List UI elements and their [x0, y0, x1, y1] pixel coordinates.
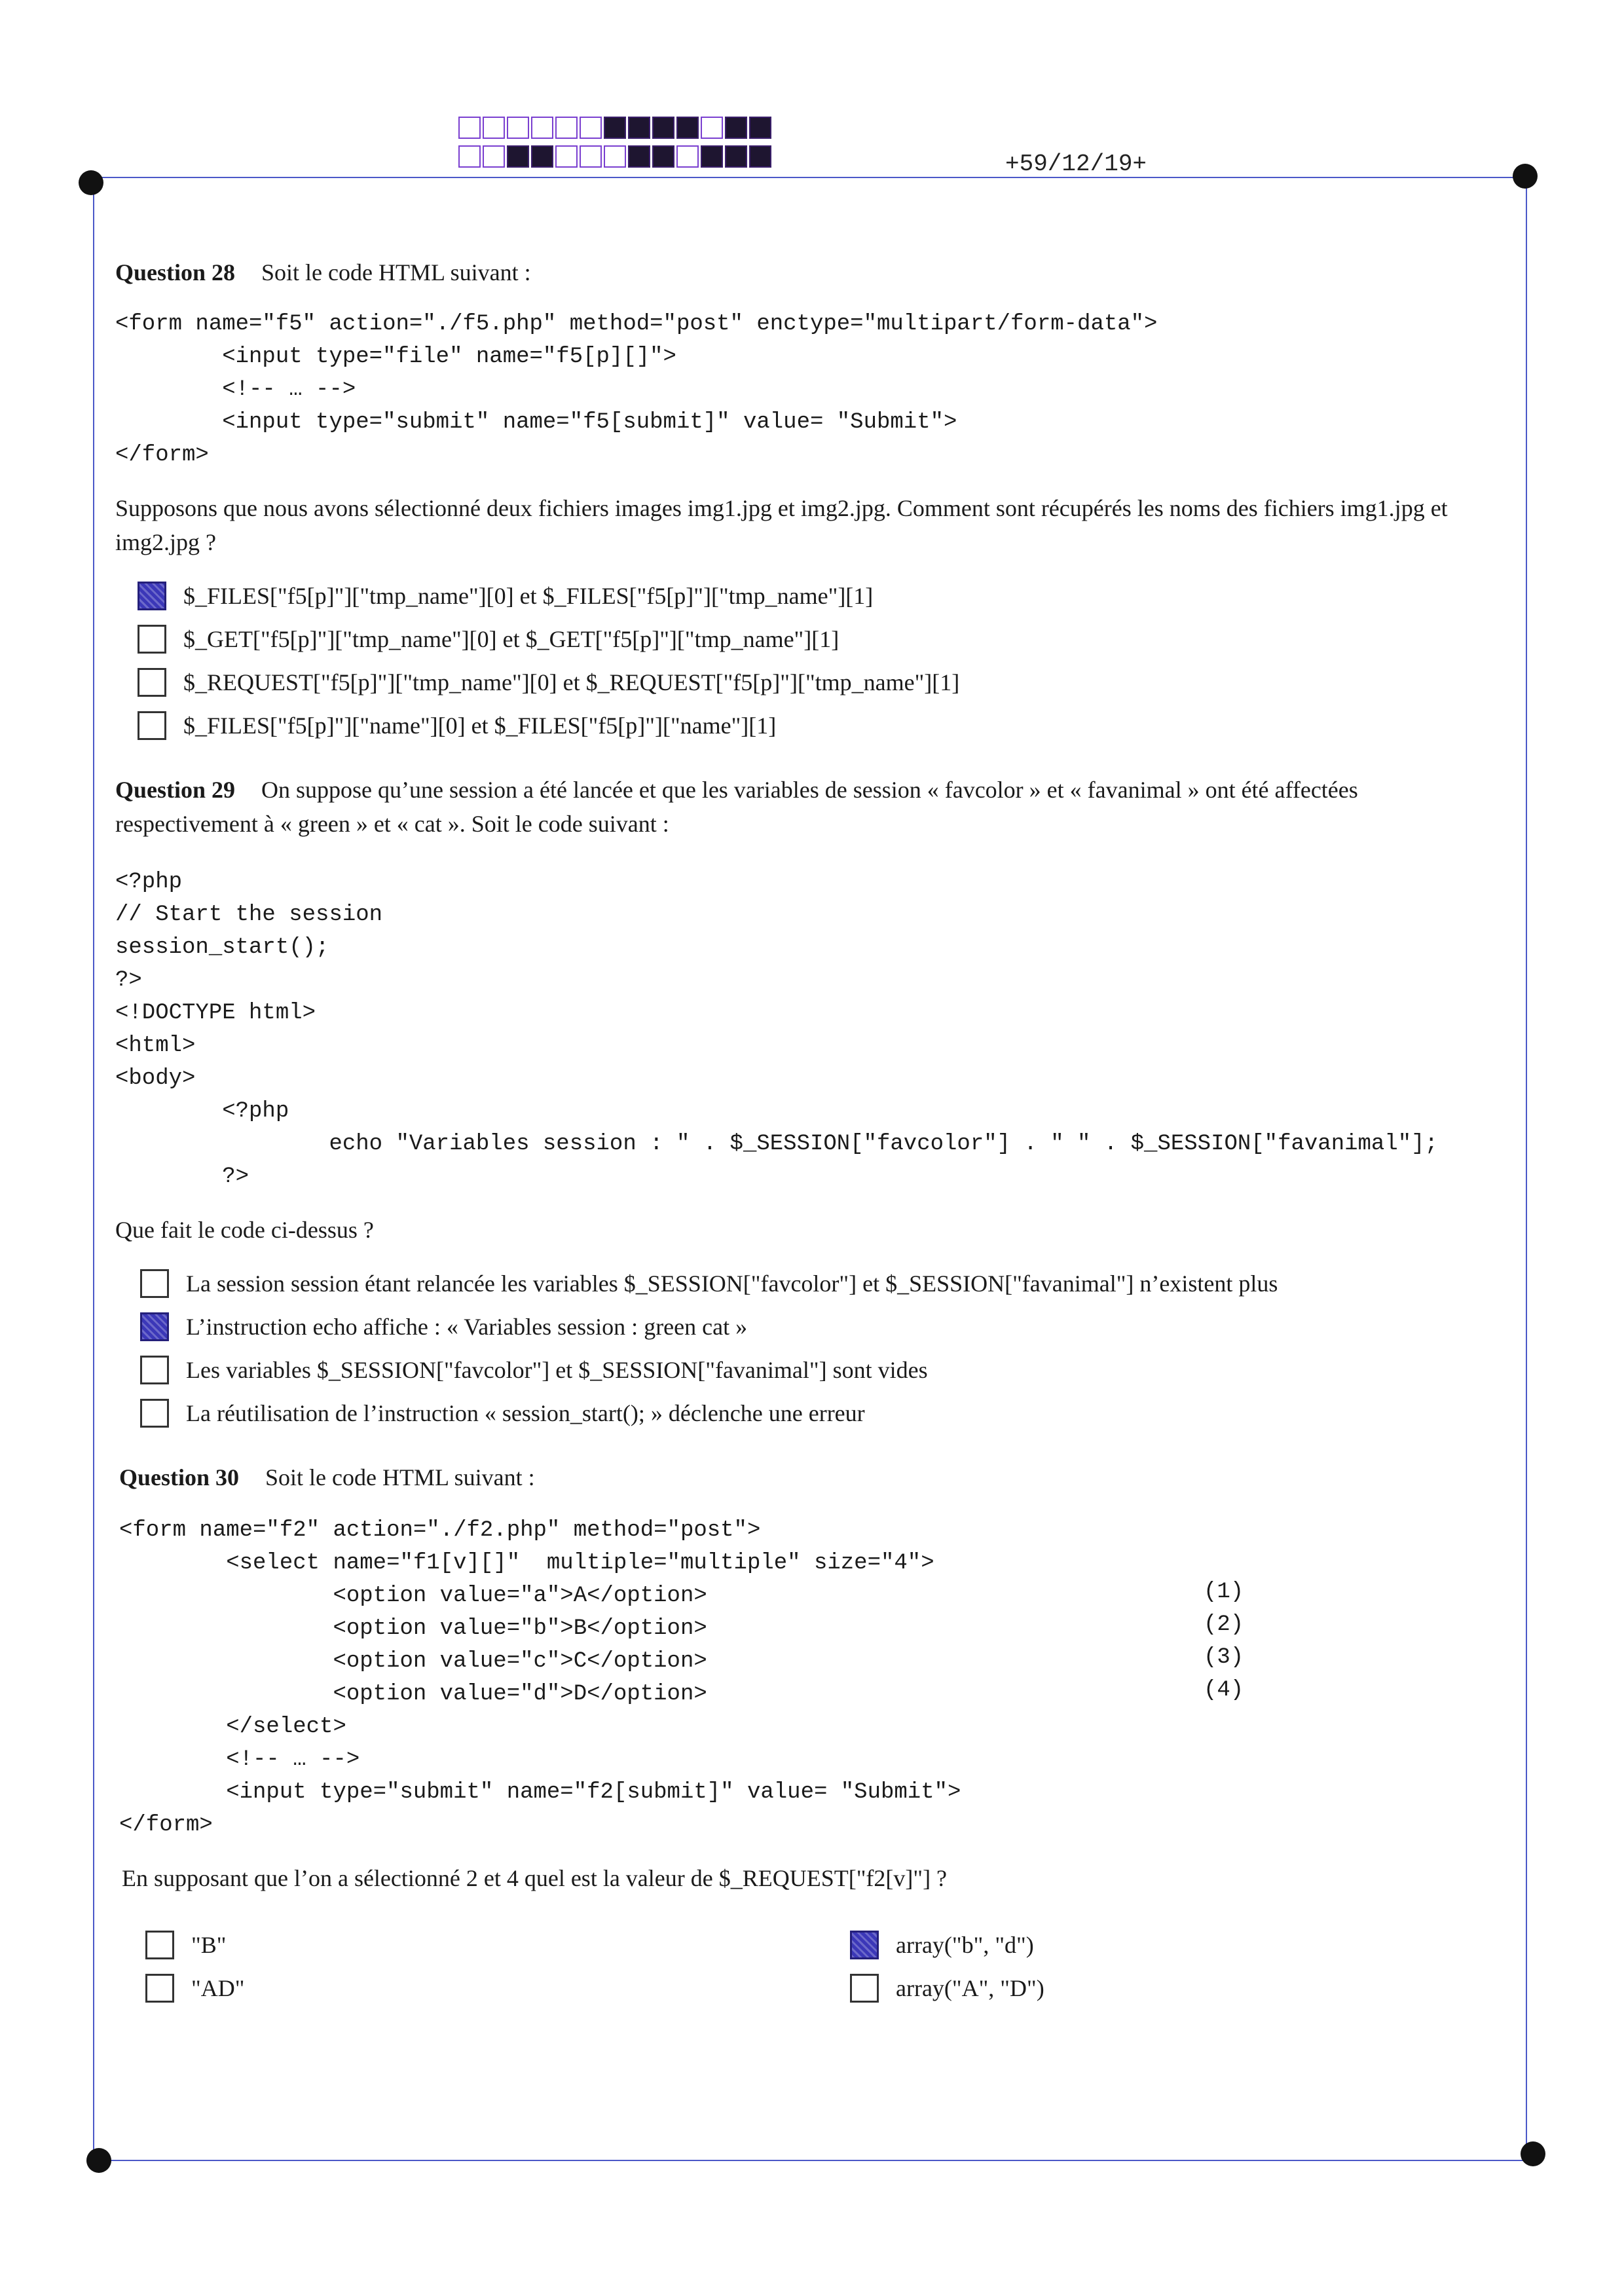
q30-ref-4: (4)	[1204, 1678, 1244, 1703]
q29-option-1-label: La session session étant relancée les variables $_SESSION["favcolor"] et $_SESSION["favanimal"] n’existent plus	[186, 1270, 1278, 1297]
barcode-cell	[652, 145, 674, 168]
q29-option-4-label: La réutilisation de l’instruction « session_start(); » déclenche une erreur	[186, 1400, 865, 1426]
barcode-cell	[676, 117, 699, 139]
corner-marker-top-right	[1513, 164, 1538, 189]
q28-option-3-checkbox[interactable]	[138, 668, 166, 697]
q29-option-1[interactable]	[140, 1269, 1278, 1298]
q30-option-1[interactable]	[145, 1931, 226, 1959]
q29-header	[115, 773, 1504, 841]
q29-option-2-label: L’instruction echo affiche : « Variables session : green cat »	[186, 1314, 748, 1340]
q28-code: <form name="f5" action="./f5.php" method="post" enctype="multipart/form-data"> <input type="file" name="f5[p][]"> <!-- … --> <input type="submit" name="f5[submit]" value= "Submit"> </form>	[115, 312, 1158, 468]
q28-option-2-checkbox[interactable]	[138, 625, 166, 654]
q29-label: Question 29	[115, 777, 236, 803]
corner-marker-top-left	[79, 170, 103, 195]
barcode-cell	[628, 117, 650, 139]
barcode-cell	[507, 145, 529, 168]
q30-ref-3: (3)	[1204, 1645, 1244, 1670]
barcode-cell	[676, 145, 699, 168]
barcode-cell	[483, 145, 505, 168]
barcode-row-2	[458, 145, 773, 169]
q30-header	[119, 1460, 535, 1494]
barcode-cell	[580, 145, 602, 168]
q28-option-1-label: $_FILES["f5[p]"]["tmp_name"][0] et $_FILES["f5[p]"]["tmp_name"][1]	[183, 583, 874, 609]
corner-marker-bottom-left	[86, 2148, 111, 2173]
barcode-cell	[701, 145, 723, 168]
q30-option-3-label: array("b", "d")	[896, 1932, 1034, 1958]
q30-intro: Soit le code HTML suivant :	[265, 1464, 535, 1491]
q29-option-3-label: Les variables $_SESSION["favcolor"] et $_SESSION["favanimal"] sont vides	[186, 1357, 928, 1383]
barcode-cell	[483, 117, 505, 139]
barcode-cell	[749, 145, 771, 168]
sheet-id: +59/12/19+	[1005, 151, 1147, 177]
barcode-cell	[701, 117, 723, 139]
q29-option-2[interactable]	[140, 1312, 747, 1341]
barcode-cell	[555, 117, 578, 139]
barcode-cell	[580, 117, 602, 139]
q30-option-1-label: "B"	[191, 1932, 227, 1958]
q30-option-2[interactable]	[145, 1974, 244, 2003]
q29-option-2-checkbox[interactable]	[140, 1312, 169, 1341]
barcode-cell	[725, 117, 747, 139]
q30-option-4[interactable]	[850, 1974, 1044, 2003]
q30-label: Question 30	[119, 1464, 240, 1491]
barcode-cell	[531, 145, 553, 168]
barcode-cell	[604, 145, 626, 168]
barcode-cell	[507, 117, 529, 139]
q28-option-2[interactable]	[138, 625, 839, 654]
q28-option-4[interactable]	[138, 711, 776, 740]
q30-option-3[interactable]	[850, 1931, 1034, 1959]
barcode-cell	[725, 145, 747, 168]
q29-option-3[interactable]	[140, 1356, 928, 1384]
q28-option-2-label: $_GET["f5[p]"]["tmp_name"][0] et $_GET["f5[p]"]["tmp_name"][1]	[183, 626, 840, 652]
q30-option-1-checkbox[interactable]	[145, 1931, 174, 1959]
q28-option-4-checkbox[interactable]	[138, 711, 166, 740]
barcode-cell	[458, 117, 481, 139]
q28-option-1[interactable]	[138, 582, 873, 610]
barcode-cell	[555, 145, 578, 168]
q28-option-3[interactable]	[138, 668, 959, 697]
barcode-cell	[652, 117, 674, 139]
q29-option-3-checkbox[interactable]	[140, 1356, 169, 1384]
q30-ref-1: (1)	[1204, 1580, 1244, 1604]
q30-ref-2: (2)	[1204, 1612, 1244, 1637]
barcode-cell	[458, 145, 481, 168]
q30-option-4-checkbox[interactable]	[850, 1974, 879, 2003]
q28-label: Question 28	[115, 259, 236, 286]
q30-option-3-checkbox[interactable]	[850, 1931, 879, 1959]
q29-question: Que fait le code ci-dessus ?	[115, 1217, 374, 1243]
q28-option-4-label: $_FILES["f5[p]"]["name"][0] et $_FILES["f5[p]"]["name"][1]	[183, 713, 777, 739]
barcode-cell	[604, 117, 626, 139]
q28-header	[115, 255, 531, 289]
q30-option-2-label: "AD"	[191, 1975, 245, 2001]
q28-option-1-checkbox[interactable]	[138, 582, 166, 610]
q29-option-4-checkbox[interactable]	[140, 1399, 169, 1428]
barcode-cell	[749, 117, 771, 139]
header-barcode	[458, 117, 773, 174]
q30-question: En supposant que l’on a sélectionné 2 et 4 quel est la valeur de $_REQUEST["f2[v]"] ?	[122, 1865, 948, 1891]
q29-option-4[interactable]	[140, 1399, 865, 1428]
q30-option-4-label: array("A", "D")	[896, 1975, 1044, 2001]
q29-code: <?php // Start the session session_start(); ?> <!DOCTYPE html> <html> <body> <?php echo "Variables session : " . $_SESSION["favcolor"] . " " . $_SESSION["favanimal"]; ?>	[115, 870, 1438, 1189]
q28-intro: Soit le code HTML suivant :	[261, 259, 531, 286]
barcode-row-1	[458, 117, 773, 140]
q30-option-2-checkbox[interactable]	[145, 1974, 174, 2003]
corner-marker-bottom-right	[1521, 2141, 1545, 2166]
q28-question: Supposons que nous avons sélectionné deux fichiers images img1.jpg et img2.jpg. Comment sont récupérés les noms des fichiers img1.jpg et img2.jpg ?	[115, 495, 1448, 555]
q29-option-1-checkbox[interactable]	[140, 1269, 169, 1298]
q29-intro: On suppose qu’une session a été lancée et que les variables de session « favcolor » et « favanimal » ont été affectées respectivement à « green » et « cat ». Soit le code suivant :	[115, 777, 1358, 837]
barcode-cell	[531, 117, 553, 139]
q28-option-3-label: $_REQUEST["f5[p]"]["tmp_name"][0] et $_REQUEST["f5[p]"]["tmp_name"][1]	[183, 669, 960, 695]
barcode-cell	[628, 145, 650, 168]
q30-code: <form name="f2" action="./f2.php" method="post"> <select name="f1[v][]" multiple="multiple" size="4"> <option value="a">A</option> <option value="b">B</option> <option value="c">C</option> <option value="d">D</option> </select> <!-- … --> <input type="submit" name="f2[submit]" value= "Submit"> </form>	[119, 1518, 961, 1838]
